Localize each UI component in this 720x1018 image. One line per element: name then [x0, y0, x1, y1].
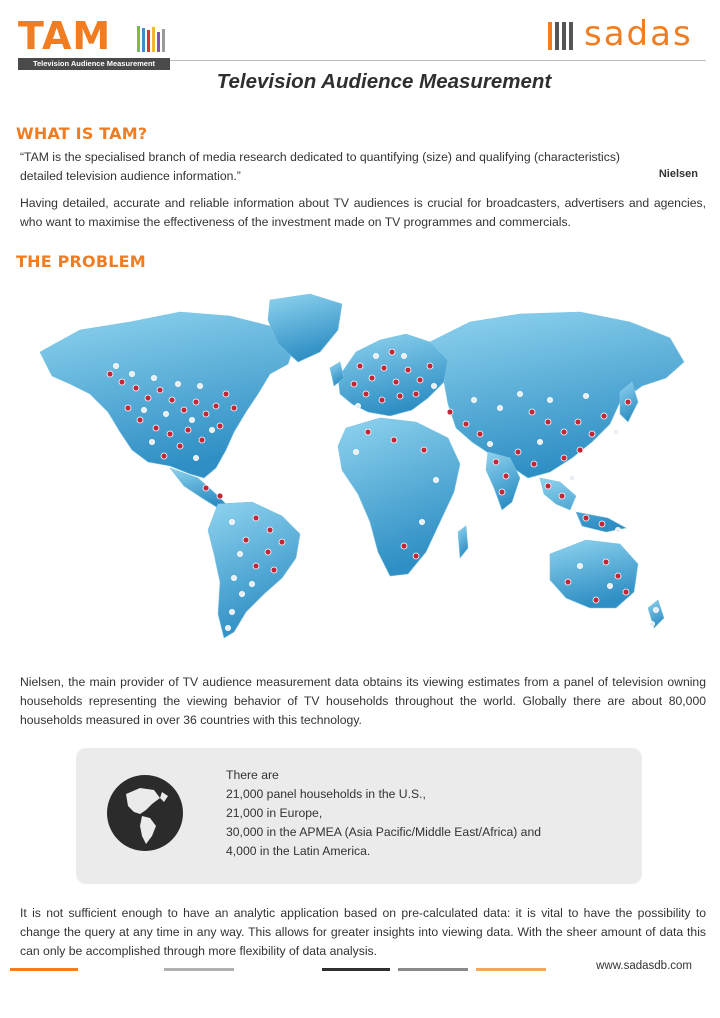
sadas-bars-icon	[548, 20, 580, 50]
header-divider	[170, 60, 706, 61]
africa-shape	[338, 418, 460, 576]
footer-divider	[476, 968, 546, 971]
europe-shape	[338, 334, 448, 416]
document-title: Television Audience Measurement	[216, 70, 552, 93]
info-line: There are	[226, 768, 279, 782]
tam-logo	[18, 16, 170, 68]
madagascar-shape	[458, 526, 468, 558]
info-line-europe: 21,000 in Europe,	[226, 806, 323, 820]
section-heading-the-problem: THE PROBLEM	[16, 252, 146, 271]
info-line-us: 21,000 panel households in the U.S.,	[226, 787, 426, 801]
tam-logo-text: TAM	[18, 14, 112, 58]
tam-logo-bars-icon	[136, 24, 170, 54]
tam-logo-subtitle: Television Audience Measurement	[18, 58, 170, 70]
sadas-logo	[548, 14, 713, 56]
section-heading-what-is-tam: WHAT IS TAM?	[16, 124, 148, 143]
quote-source: Nielsen	[658, 168, 698, 180]
tam-importance-paragraph: Having detailed, accurate and reliable information about TV audiences is crucial for broadcasters, advertisers and agencies, who want to maximise the effectiveness of the investment made on TV programmes and commercials.	[20, 196, 706, 229]
footer-divider	[164, 968, 234, 971]
tam-definition-quote: “TAM is the specialised branch of media research dedicated to quantifying (size) and qualifying (characteristics) detailed television audience information.”	[20, 150, 620, 183]
asia-shape	[430, 312, 684, 478]
sadas-brand-text: sadas	[584, 14, 693, 54]
nielsen-panel-paragraph: Nielsen, the main provider of TV audience measurement data obtains its viewing estimates from a panel of television owning households representing the viewing behavior of TV households throughout the world. Globally there are about 80,000 households measured in over 36 countries with this technology.	[20, 675, 706, 727]
north-america-shape	[40, 312, 295, 478]
panel-households-info-box	[76, 748, 642, 884]
info-line-latin-america: 4,000 in the Latin America.	[226, 844, 371, 858]
closing-paragraph: It is not sufficient enough to have an analytic application based on pre-calculated data: it is vital to have the possibility to change the query at any time in any way. This allows for greater insights into viewing data. With the sheer amount of data this can only be accomplished through more flexibility of data analysis.	[20, 906, 706, 958]
southeast-asia-shape	[540, 478, 626, 532]
website-link[interactable]: www.sadasdb.com	[596, 960, 692, 972]
footer-divider	[322, 968, 390, 971]
south-america-shape	[208, 502, 300, 638]
footer-divider	[398, 968, 468, 971]
footer-divider	[10, 968, 78, 971]
info-line-apmea: 30,000 in the APMEA (Asia Pacific/Middle East/Africa) and	[226, 825, 541, 839]
world-map-panel-households	[20, 282, 700, 652]
globe-americas-icon	[106, 774, 184, 852]
